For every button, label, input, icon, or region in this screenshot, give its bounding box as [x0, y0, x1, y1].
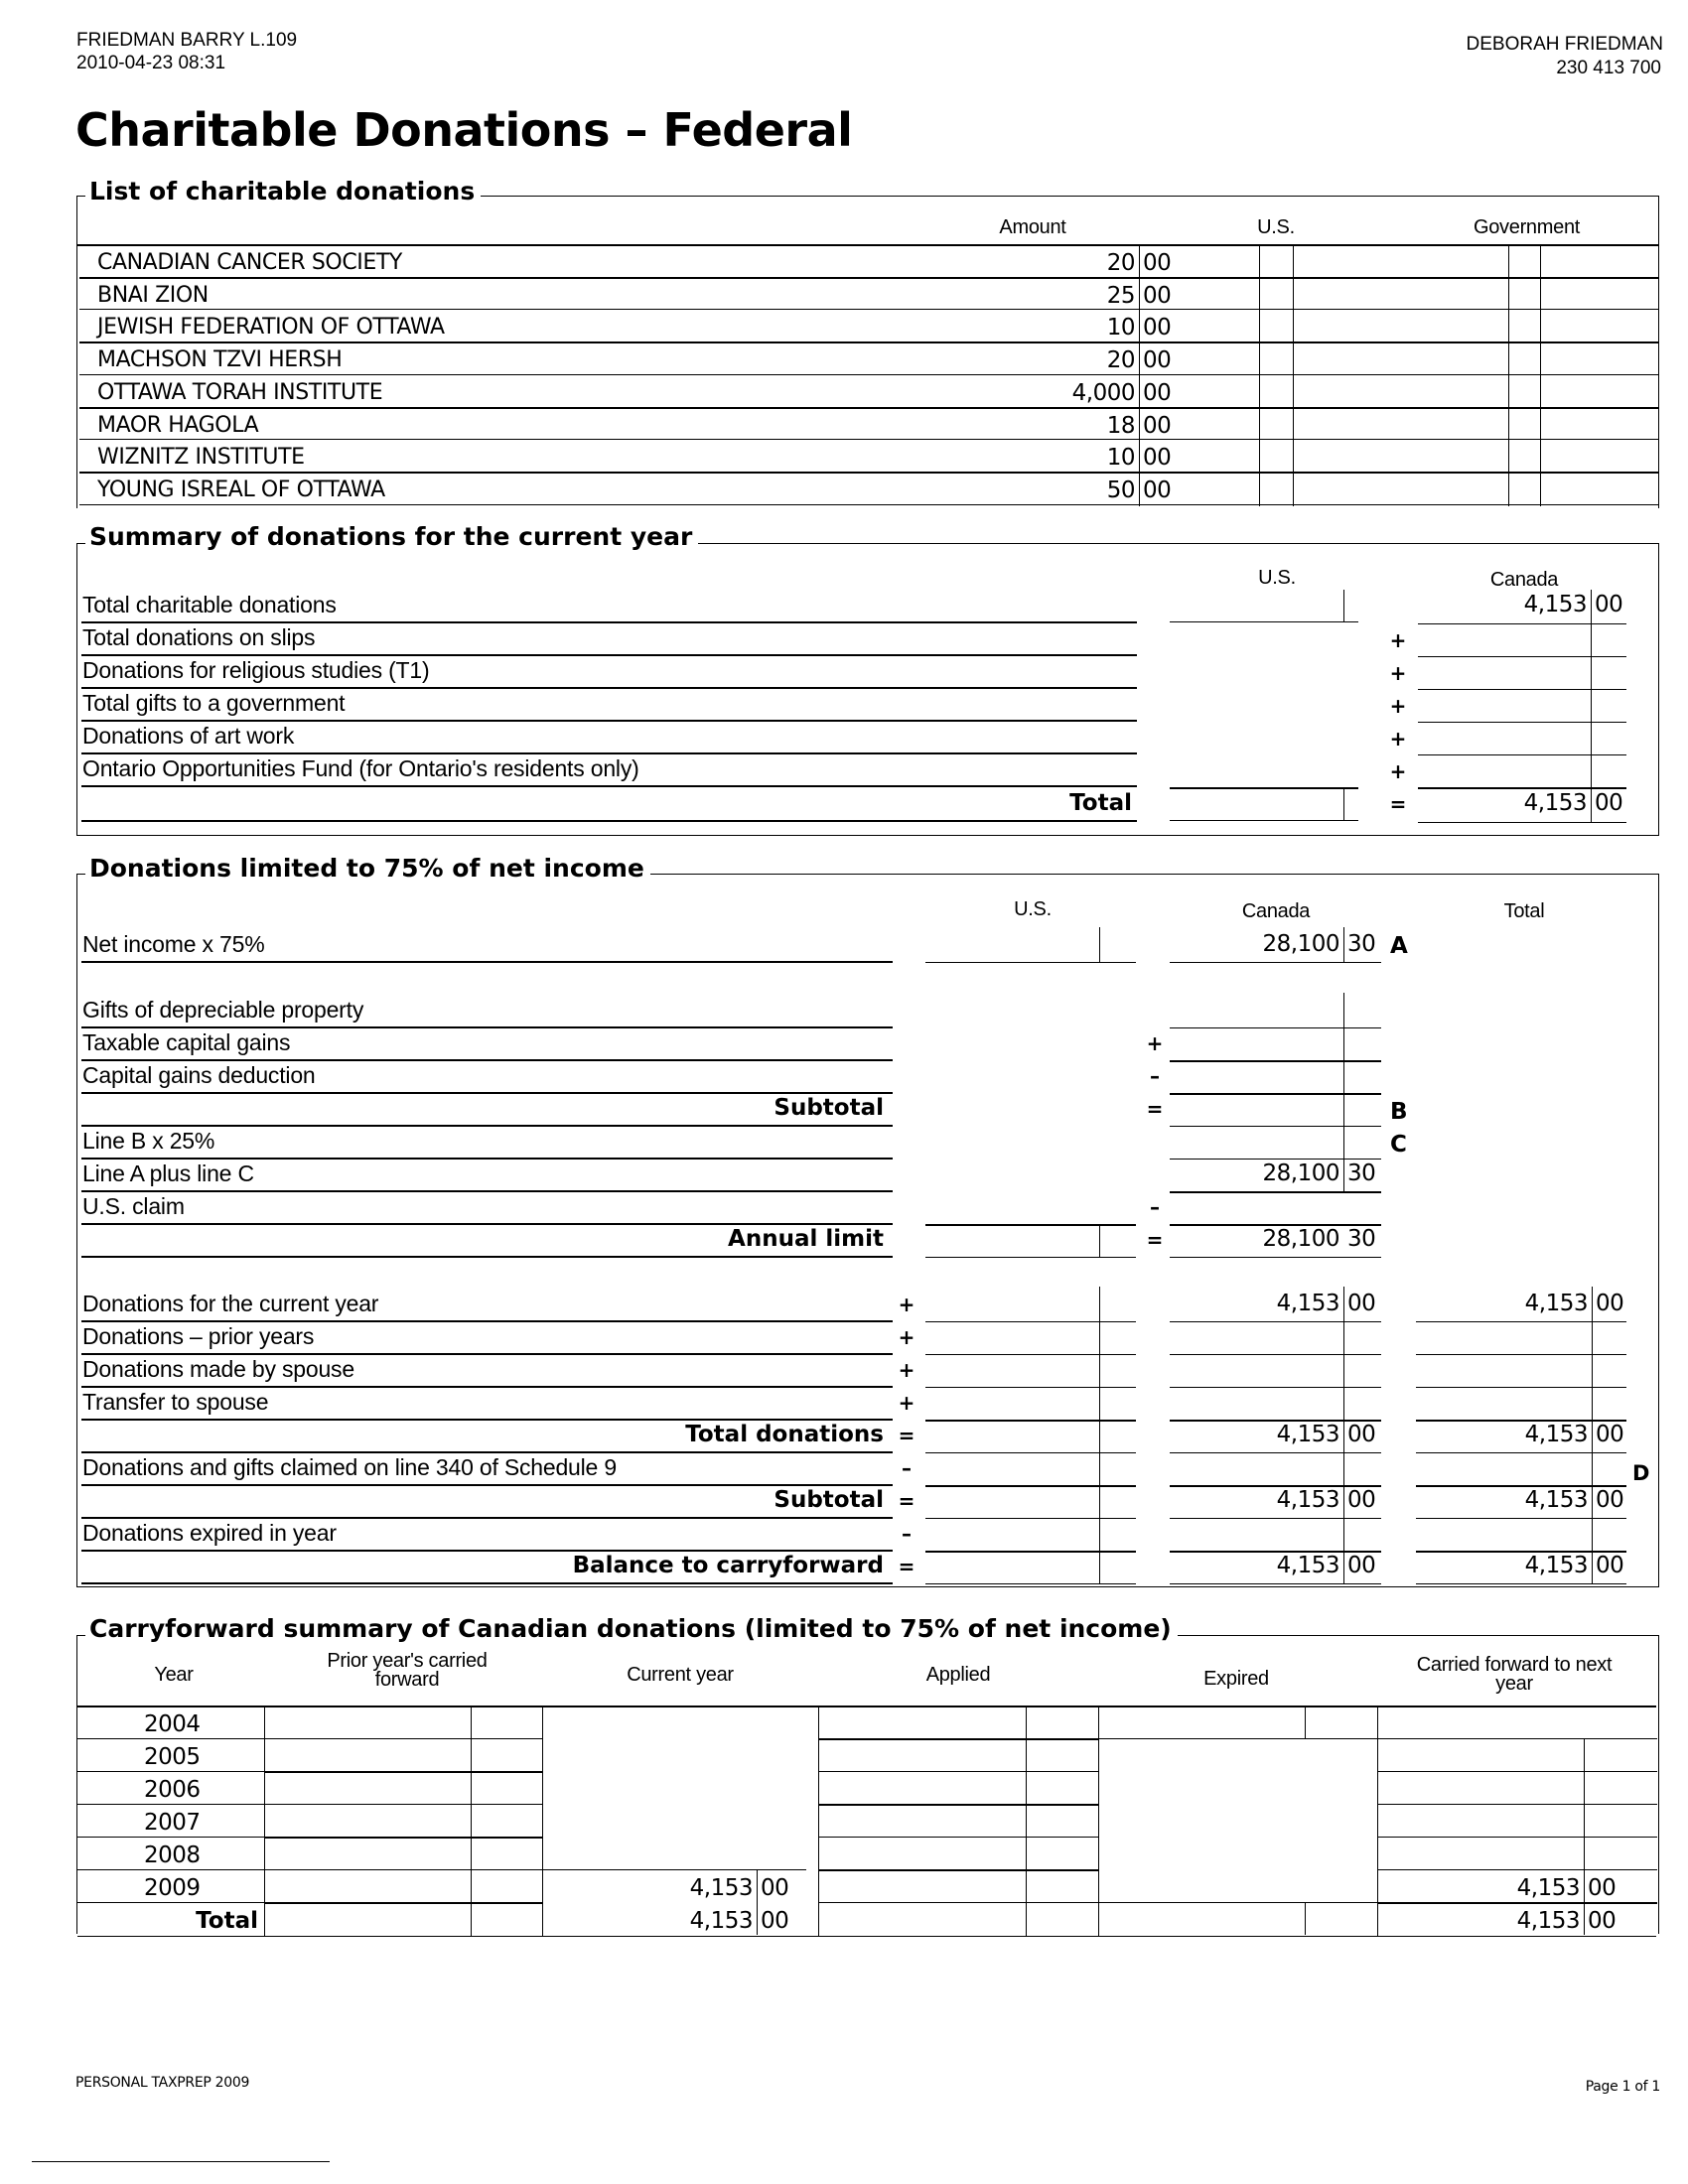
cf-total-next-cents[interactable]: 00	[1588, 1908, 1617, 1934]
summary-canada-cents[interactable]: 00	[1595, 592, 1623, 617]
net-income-dollars[interactable]: 28,100	[1262, 931, 1339, 957]
donations_spouse-label: Donations made by spouse	[82, 1356, 354, 1382]
print-datetime: 2010-04-23 08:31	[76, 53, 226, 73]
page-title: Charitable Donations – Federal	[75, 103, 853, 157]
col-canada: Canada	[1489, 569, 1559, 591]
donation-amount-dollars[interactable]: 4,000	[1071, 379, 1135, 406]
divider	[925, 1354, 1136, 1355]
section-title: Donations limited to 75% of net income	[85, 854, 650, 883]
divider	[1170, 1191, 1381, 1193]
donations_prior-label: Donations – prior years	[82, 1323, 315, 1349]
total_donations-label: Total donations	[685, 1422, 884, 1447]
divider	[77, 1706, 1656, 1707]
operator: +	[1389, 727, 1407, 751]
col-us: U.S.	[1257, 216, 1295, 238]
summary-label: Donations for religious studies (T1)	[82, 657, 430, 683]
donation-amount-cents[interactable]: 00	[1143, 250, 1172, 276]
operator: –	[902, 1456, 912, 1480]
line-a-plus-c-cents[interactable]: 30	[1347, 1160, 1376, 1186]
divider	[1170, 1093, 1381, 1095]
section-title: Carryforward summary of Canadian donations (limited to 75% of net income)	[85, 1614, 1178, 1643]
divider	[1305, 1706, 1306, 1738]
divider	[1591, 590, 1592, 623]
divider	[81, 687, 1137, 689]
total-donations-total-cents[interactable]: 00	[1596, 1422, 1624, 1447]
total-donations-total-dollars[interactable]: 4,153	[1524, 1422, 1588, 1447]
cf-year: 2009	[144, 1875, 201, 1901]
donations-current-canada-cents[interactable]: 00	[1347, 1291, 1376, 1316]
divider	[81, 1582, 893, 1584]
divider	[81, 961, 893, 963]
cf-total-current-cents[interactable]: 00	[761, 1908, 789, 1934]
line-letter: C	[1390, 1132, 1407, 1158]
col-us: U.S.	[1258, 567, 1296, 589]
divider	[1416, 1354, 1626, 1355]
divider	[1343, 1287, 1344, 1584]
divider	[925, 1518, 1136, 1519]
divider	[1343, 927, 1344, 963]
cf-year: 2006	[144, 1777, 201, 1803]
page-number: Page 1 of 1	[1585, 2079, 1660, 2095]
line-letter: D	[1632, 1461, 1650, 1485]
divider	[79, 439, 1658, 440]
divider	[1418, 722, 1626, 723]
divider	[1170, 1126, 1381, 1127]
divider	[1170, 1583, 1381, 1584]
divider	[81, 1353, 893, 1355]
divider	[818, 1869, 1098, 1871]
subtotal2-canada-cents[interactable]: 00	[1347, 1487, 1376, 1513]
donation-amount-cents[interactable]: 00	[1143, 445, 1172, 472]
cf-total-current-dollars[interactable]: 4,153	[689, 1908, 753, 1934]
divider	[1170, 820, 1358, 821]
operator: =	[898, 1424, 915, 1447]
line-a-plus-c-dollars[interactable]: 28,100	[1262, 1160, 1339, 1186]
donor-name[interactable]: YOUNG ISREAL OF OTTAWA	[97, 477, 385, 502]
divider	[77, 1936, 1656, 1937]
divider	[925, 1452, 1136, 1453]
donations-current-total-dollars[interactable]: 4,153	[1524, 1291, 1588, 1316]
donation-amount-dollars[interactable]: 10	[1106, 315, 1135, 341]
donation-row	[76, 279, 1657, 312]
divider	[1170, 962, 1381, 963]
operator: +	[1146, 1031, 1164, 1055]
line_a_plus_c-label: Line A plus line C	[82, 1160, 254, 1186]
divider	[757, 1902, 758, 1935]
divider	[81, 1125, 893, 1127]
summary-label: Total donations on slips	[82, 624, 316, 650]
divider	[1416, 1387, 1626, 1388]
divider	[264, 1804, 542, 1805]
divider	[1170, 1060, 1381, 1062]
line_b-label: Line B x 25%	[82, 1128, 215, 1154]
divider	[925, 1387, 1136, 1388]
total-donations-canada-cents[interactable]: 00	[1347, 1422, 1376, 1447]
divider	[1418, 822, 1626, 823]
donation-amount-dollars[interactable]: 20	[1106, 250, 1135, 276]
donation-amount-cents[interactable]: 00	[1143, 412, 1172, 439]
donor-name[interactable]: CANADIAN CANCER SOCIETY	[97, 250, 402, 275]
col-amount: Amount	[999, 216, 1066, 238]
operator: +	[1389, 759, 1407, 783]
divider	[79, 309, 1658, 310]
balance-total-dollars[interactable]: 4,153	[1524, 1553, 1588, 1578]
cf-current-dollars[interactable]: 4,153	[689, 1875, 753, 1901]
operator: +	[1389, 661, 1407, 685]
divider	[1099, 927, 1100, 963]
divider	[1418, 689, 1626, 690]
annual-limit-dollars[interactable]: 28,100	[1262, 1226, 1339, 1252]
divider	[1584, 1902, 1585, 1935]
cf-current-cents[interactable]: 00	[761, 1875, 789, 1901]
subtotal2-label: Subtotal	[774, 1487, 884, 1513]
operator: =	[1389, 792, 1407, 816]
summary-label: Ontario Opportunities Fund (for Ontario's residents only)	[82, 755, 639, 781]
operator: –	[1150, 1195, 1160, 1219]
cf-next-cents[interactable]: 00	[1588, 1875, 1617, 1901]
subtotal2-total-cents[interactable]: 00	[1596, 1487, 1624, 1513]
divider	[81, 1059, 893, 1061]
divider	[925, 1420, 1136, 1422]
divider	[1170, 1452, 1381, 1453]
divider	[77, 1804, 264, 1805]
us_claim-label: U.S. claim	[82, 1193, 185, 1219]
expired-label: Donations expired in year	[82, 1520, 337, 1546]
divider	[925, 1551, 1136, 1553]
operator: =	[898, 1489, 915, 1513]
divider	[1591, 721, 1592, 754]
operator: =	[1146, 1228, 1164, 1252]
section-title: List of charitable donations	[85, 177, 481, 205]
transfer_spouse-label: Transfer to spouse	[82, 1389, 269, 1415]
operator: +	[898, 1325, 915, 1349]
divider	[925, 1321, 1136, 1322]
operator: +	[898, 1358, 915, 1382]
spouse-name: DEBORAH FRIEDMAN	[1466, 34, 1663, 55]
donation-amount-dollars[interactable]: 50	[1106, 477, 1135, 503]
divider	[1170, 1321, 1381, 1322]
donation-amount-dollars[interactable]: 10	[1106, 445, 1135, 472]
divider	[1170, 1518, 1381, 1519]
operator: =	[1146, 1097, 1164, 1121]
summary-total-label: Total	[1069, 790, 1132, 816]
divider	[1170, 621, 1358, 622]
donation-amount-cents[interactable]: 00	[1143, 315, 1172, 341]
operator: =	[898, 1555, 915, 1578]
divider	[1099, 1287, 1100, 1584]
divider	[81, 621, 1137, 623]
col-applied: Applied	[925, 1664, 991, 1686]
summary-label: Total charitable donations	[82, 592, 337, 617]
donor-name[interactable]: WIZNITZ INSTITUTE	[97, 445, 305, 471]
divider	[81, 1550, 893, 1552]
divider	[1591, 622, 1592, 656]
divider	[81, 1517, 893, 1519]
donations-current-total-cents[interactable]: 00	[1596, 1291, 1624, 1316]
divider	[542, 1869, 806, 1870]
balance-canada-dollars[interactable]: 4,153	[1276, 1553, 1339, 1578]
col-year: Year	[154, 1664, 194, 1686]
donor-name[interactable]: JEWISH FEDERATION OF OTTAWA	[97, 315, 445, 341]
divider	[81, 1026, 893, 1028]
divider	[1377, 1869, 1657, 1870]
subtotal_b-label: Subtotal	[774, 1095, 884, 1121]
taxable_gains-label: Taxable capital gains	[82, 1029, 291, 1055]
divider	[32, 2161, 330, 2162]
divider	[818, 1804, 1098, 1806]
divider	[1416, 1583, 1626, 1584]
divider	[77, 1738, 264, 1739]
divider	[81, 1092, 893, 1094]
divider	[81, 1223, 893, 1225]
divider	[818, 1738, 1098, 1740]
divider	[81, 1484, 893, 1486]
cf-year: 2005	[144, 1744, 201, 1770]
divider	[81, 820, 1137, 822]
divider	[925, 1485, 1136, 1487]
operator: –	[902, 1522, 912, 1546]
divider	[79, 504, 1658, 505]
divider	[818, 1902, 1098, 1903]
operator: +	[898, 1391, 915, 1415]
donation-row	[76, 441, 1657, 474]
divider	[1591, 655, 1592, 689]
balance-label: Balance to carryforward	[572, 1553, 884, 1578]
divider	[77, 1902, 264, 1903]
divider	[925, 1583, 1136, 1584]
divider	[1591, 787, 1592, 822]
divider	[1418, 623, 1626, 624]
divider	[1343, 787, 1344, 820]
divider	[81, 1451, 893, 1453]
divider	[79, 374, 1658, 375]
annual-limit-cents[interactable]: 30	[1347, 1226, 1376, 1252]
col-government: Government	[1473, 216, 1581, 238]
cf-total-label: Total	[196, 1908, 258, 1934]
gifts_property-label: Gifts of depreciable property	[82, 997, 364, 1023]
donations_current-label: Donations for the current year	[82, 1291, 379, 1316]
col-next: Carried forward to next year	[1416, 1654, 1613, 1695]
divider	[1377, 1771, 1657, 1772]
divider	[1377, 1902, 1657, 1904]
line-letter: A	[1390, 933, 1408, 959]
divider	[81, 1256, 893, 1258]
cf-year: 2007	[144, 1810, 201, 1836]
claimed_340-label: Donations and gifts claimed on line 340 of Schedule 9	[82, 1454, 617, 1480]
divider	[1416, 1452, 1626, 1453]
divider	[818, 1837, 1098, 1838]
operator: +	[1389, 694, 1407, 718]
divider	[925, 1257, 1136, 1258]
divider	[1343, 993, 1344, 1191]
col-current: Current year	[627, 1664, 734, 1686]
divider	[1170, 1387, 1381, 1388]
donation-amount-dollars[interactable]: 25	[1106, 282, 1135, 309]
donor-name[interactable]: BNAI ZION	[97, 282, 209, 308]
divider	[1170, 787, 1358, 789]
col-prior: Prior year's carried forward	[327, 1650, 488, 1691]
divider	[1591, 688, 1592, 722]
summary-label: Donations of art work	[82, 723, 295, 749]
col-total: Total	[1503, 900, 1545, 922]
summary-total-cents[interactable]: 00	[1595, 790, 1623, 816]
divider	[1170, 1027, 1381, 1028]
gains_deduction-label: Capital gains deduction	[82, 1062, 316, 1088]
donation-row	[76, 409, 1657, 442]
divider	[1418, 656, 1626, 657]
divider	[264, 1869, 542, 1870]
divider	[81, 720, 1137, 722]
divider	[1377, 1804, 1657, 1805]
net_income-label: Net income x 75%	[82, 931, 265, 957]
balance-canada-cents[interactable]: 00	[1347, 1553, 1376, 1578]
net-income-cents[interactable]: 30	[1347, 931, 1376, 957]
divider	[1418, 787, 1626, 789]
divider	[1416, 1518, 1626, 1519]
cf-next-dollars[interactable]: 4,153	[1516, 1875, 1580, 1901]
divider	[1416, 1321, 1626, 1322]
divider	[1170, 1257, 1381, 1258]
summary-total-dollars[interactable]: 4,153	[1523, 790, 1587, 816]
divider	[1170, 1159, 1381, 1160]
divider	[81, 654, 1137, 656]
divider	[542, 1706, 543, 1937]
divider	[81, 1190, 893, 1192]
operator: +	[898, 1293, 915, 1316]
divider	[1098, 1738, 1377, 1739]
divider	[81, 1158, 893, 1160]
divider	[77, 1771, 264, 1772]
divider	[1377, 1837, 1657, 1838]
summary-label: Total gifts to a government	[82, 690, 346, 716]
divider	[81, 1320, 893, 1322]
spouse-sin: 230 413 700	[1556, 58, 1661, 78]
divider	[264, 1902, 542, 1904]
divider	[1170, 1354, 1381, 1355]
operator: –	[1150, 1064, 1160, 1088]
donation-amount-cents[interactable]: 00	[1143, 379, 1172, 406]
divider	[77, 1869, 264, 1870]
donation-amount-dollars[interactable]: 20	[1106, 347, 1135, 374]
divider	[1343, 590, 1344, 621]
annual_limit-label: Annual limit	[728, 1226, 884, 1252]
col-us: U.S.	[1014, 898, 1052, 920]
cf-year: 2008	[144, 1843, 201, 1868]
divider	[925, 1224, 1136, 1226]
divider	[1099, 1226, 1100, 1258]
subtotal2-total-dollars[interactable]: 4,153	[1524, 1487, 1588, 1513]
donations-current-canada-dollars[interactable]: 4,153	[1276, 1291, 1339, 1316]
divider	[1098, 1902, 1377, 1903]
divider	[1592, 1287, 1593, 1584]
divider	[264, 1837, 542, 1839]
divider	[264, 1771, 542, 1773]
divider	[925, 962, 1136, 963]
donor-name[interactable]: OTTAWA TORAH INSTITUTE	[97, 379, 383, 405]
software-name: PERSONAL TAXPREP 2009	[75, 2075, 250, 2091]
cf-total-next-dollars[interactable]: 4,153	[1516, 1908, 1580, 1934]
operator: +	[1389, 628, 1407, 652]
summary-canada-dollars[interactable]: 4,153	[1523, 592, 1587, 617]
total-donations-canada-dollars[interactable]: 4,153	[1276, 1422, 1339, 1447]
divider	[818, 1771, 1098, 1772]
cf-year: 2004	[144, 1711, 201, 1737]
divider	[1377, 1738, 1657, 1739]
divider	[81, 752, 1137, 754]
donation-amount-cents[interactable]: 00	[1143, 477, 1172, 503]
col-canada: Canada	[1241, 900, 1311, 922]
donation-amount-cents[interactable]: 00	[1143, 282, 1172, 309]
taxpayer-name: FRIEDMAN BARRY L.109	[76, 30, 298, 51]
col-expired: Expired	[1203, 1668, 1269, 1690]
donor-name[interactable]: MACHSON TZVI HERSH	[97, 347, 343, 373]
donor-name[interactable]: MAOR HAGOLA	[97, 412, 259, 438]
divider	[264, 1738, 542, 1739]
divider	[1418, 754, 1626, 755]
section-title: Summary of donations for the current year	[85, 522, 698, 551]
divider	[81, 785, 1137, 787]
divider	[1591, 753, 1592, 787]
divider	[81, 1419, 893, 1421]
subtotal2-canada-dollars[interactable]: 4,153	[1276, 1487, 1339, 1513]
donation-amount-cents[interactable]: 00	[1143, 347, 1172, 374]
donation-amount-dollars[interactable]: 18	[1106, 412, 1135, 439]
divider	[77, 1837, 264, 1838]
balance-total-cents[interactable]: 00	[1596, 1553, 1624, 1578]
divider	[1305, 1902, 1306, 1935]
divider	[81, 1386, 893, 1388]
line-letter: B	[1390, 1099, 1408, 1125]
